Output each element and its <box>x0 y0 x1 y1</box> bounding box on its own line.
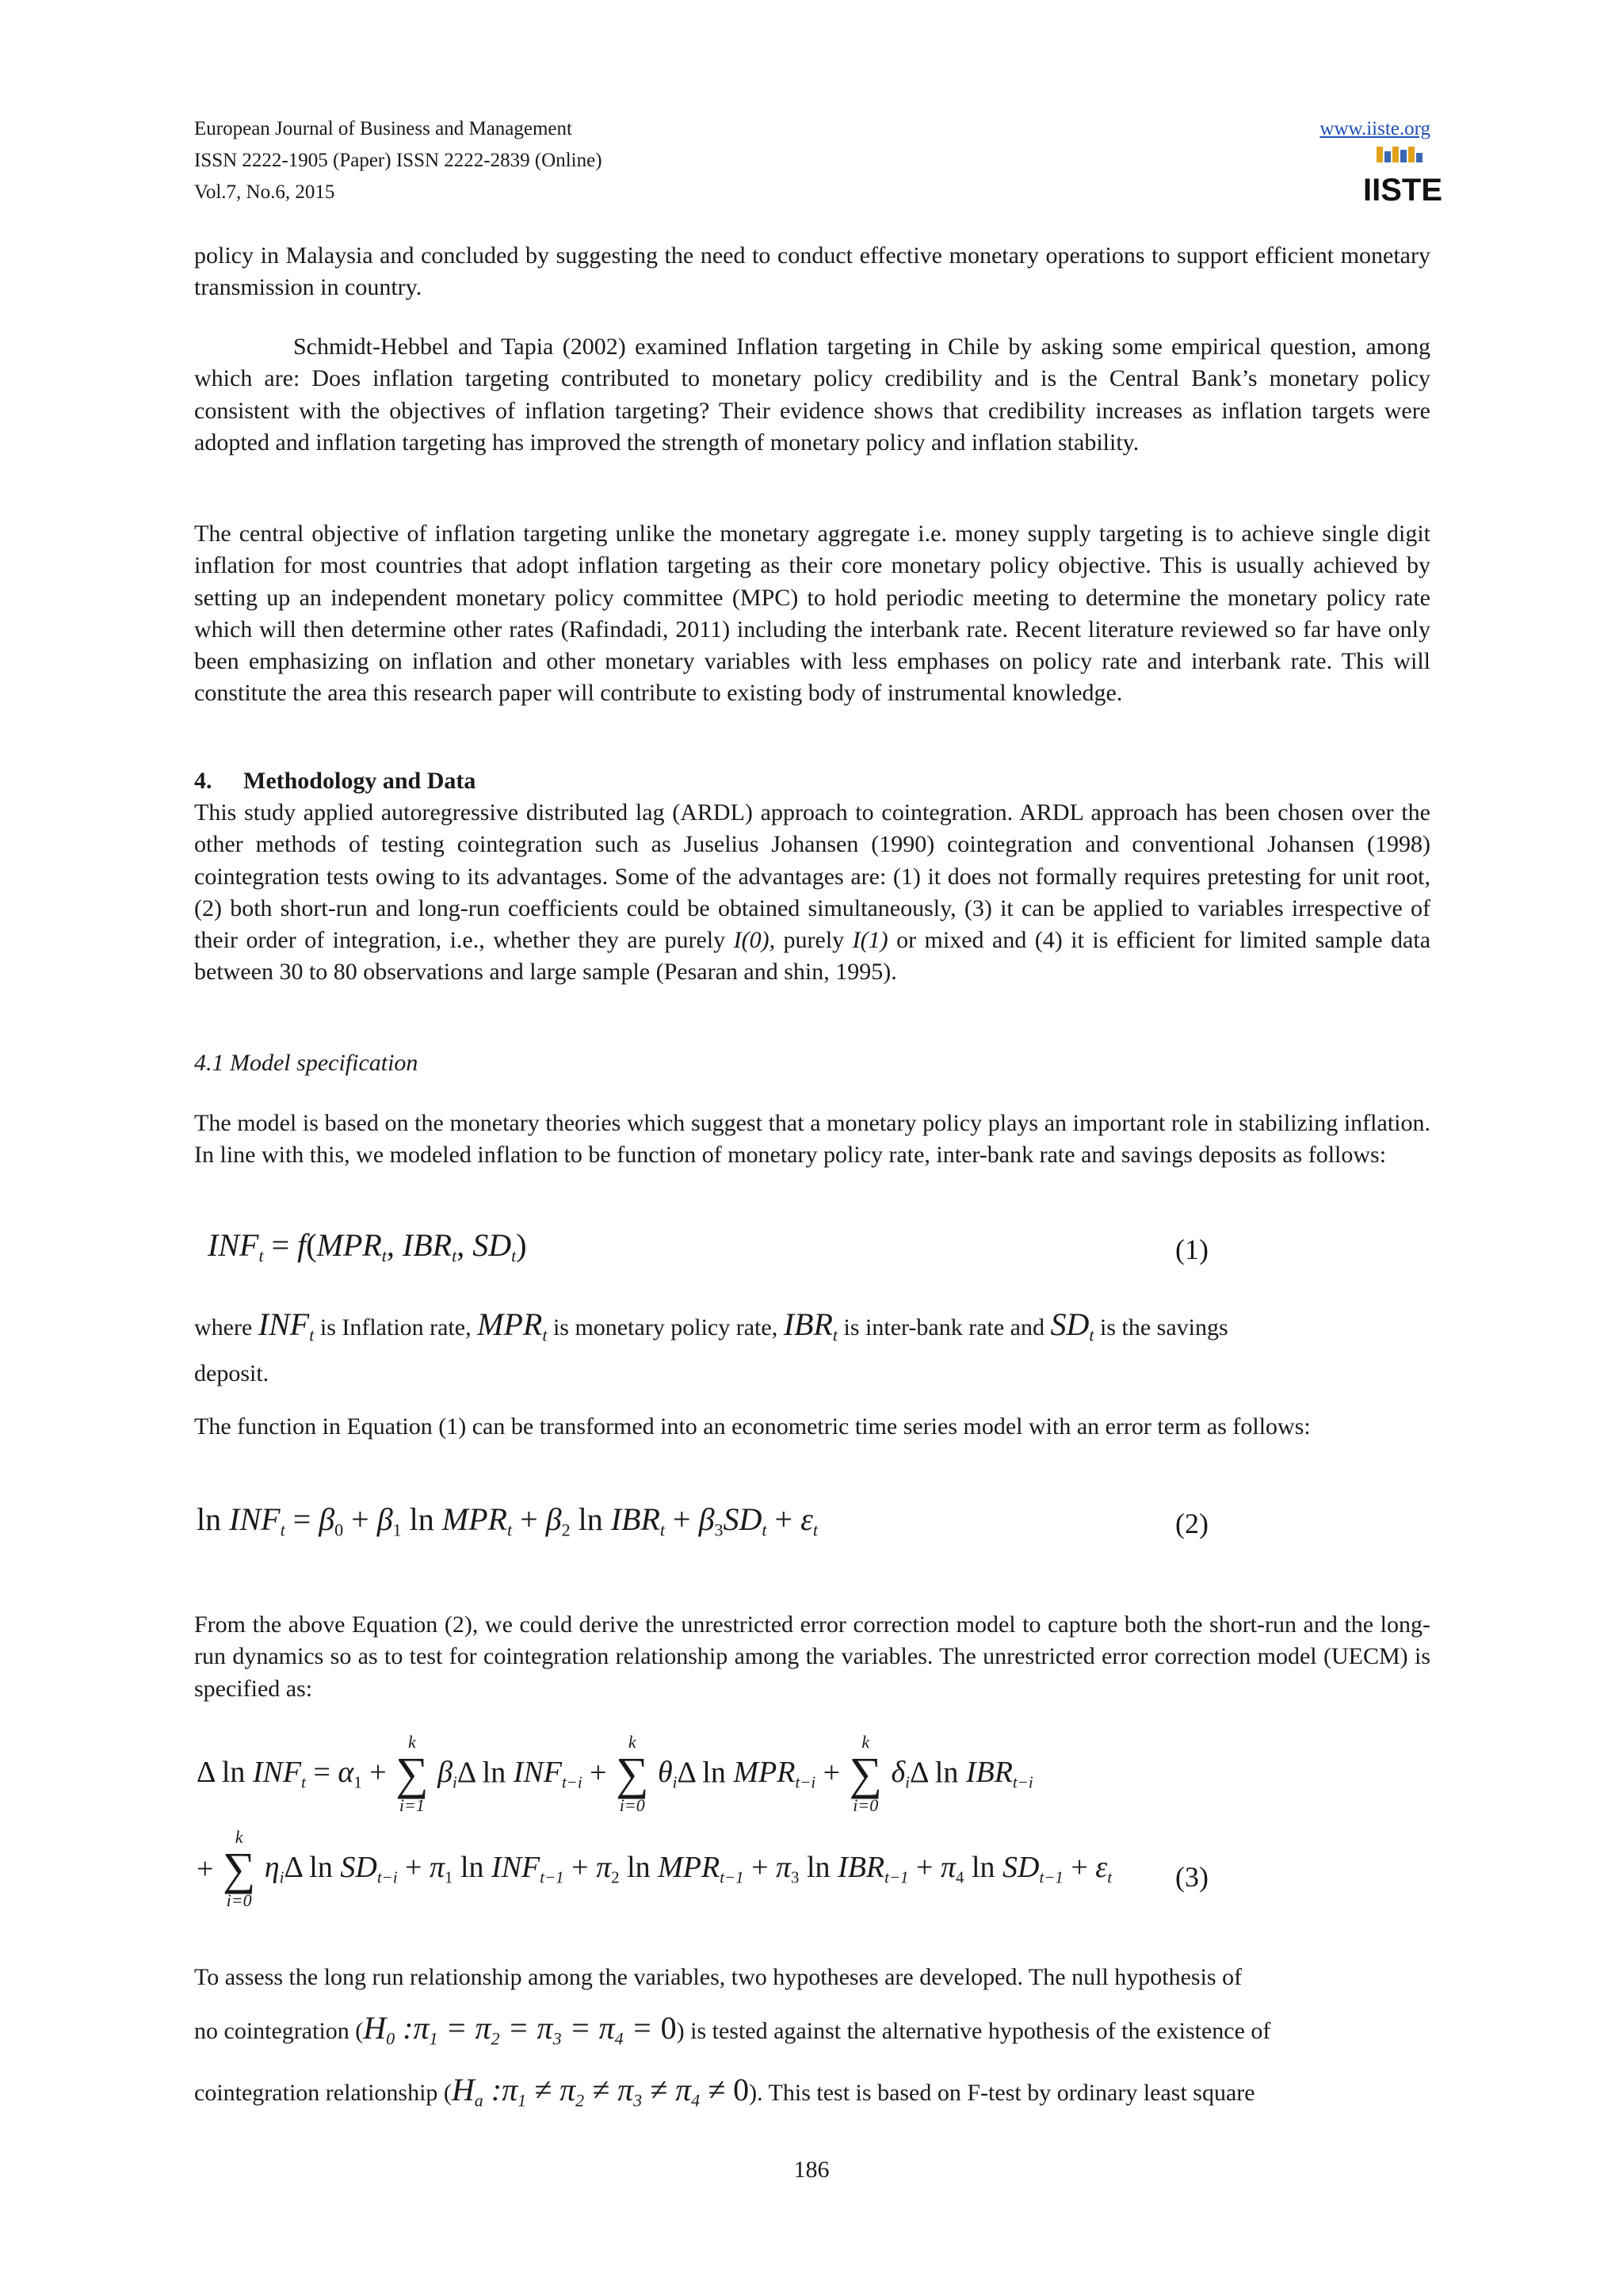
paragraph-model: The model is based on the monetary theories which suggest that a monetary policy plays an important role in stabilizing inflation. In line with this, we modeled inflation to be function of monetary policy rate, inter-bank rate and savings deposits as follows: <box>194 1110 1430 1169</box>
website-link[interactable]: www.iiste.org <box>1319 118 1430 139</box>
equation-2: $\ln INF_t = \beta_0 + \beta_1$ $\ln MPR_t + \beta_2$ $\ln IBR_t + \beta_3SD_t + \varepsilon_t$ <box>197 1501 818 1540</box>
equation-2-number: (2) <box>1175 1508 1209 1539</box>
equation-3-line-1: Δ $\ln INF_t = \alpha_1$ + k ∑ i=1 $\beta_i\Delta$ $\ln INF_{t-i}$ + k ∑ i=0 $\theta_i\Delta$ $\ln MPR_{t-i}$ + k ∑ i=0 $\delta_i\Delta$ $\ln IBR_{t-i}$ <box>197 1732 1033 1815</box>
paragraph-transform: The function in Equation (1) can be transformed into an econometric time series model with an error term as follows: <box>194 1413 1311 1440</box>
journal-volume: Vol.7, No.6, 2015 <box>194 181 335 203</box>
variable-definitions: where $INF_t$ is Inflation rate, $MPR_t$ is monetary policy rate, $IBR_t$ is inter-bank rate and $SD_t$ is the savings deposit. <box>194 1306 1228 1386</box>
subsection-heading: 4.1 Model specification <box>194 1050 418 1076</box>
page-number: 186 <box>793 2157 830 2183</box>
equation-3-number: (3) <box>1175 1861 1209 1893</box>
equation-1: $INF_t = f(MPR_t$, $IBR_t$, $SD_t$) <box>208 1227 527 1266</box>
paragraph-schmidt-hebbel: Schmidt-Hebbel and Tapia (2002) examined Inflation targeting in Chile by asking some empirical question, among which are: Does inflation targeting contributed to monetary policy credibility and is the Central Bank’s monetary policy consistent with the objectives of inflation targeting? Their evidence shows that credibility increases as inflation targets were adopted and inflation targeting has improved the strength of monetary policy and inflation stability. <box>194 334 1430 456</box>
section-heading: 4. Methodology and Data <box>194 768 476 794</box>
paragraph-hypotheses: To assess the long run relationship among the variables, two hypotheses are developed. The null hypothesis of no cointegration ($H_0$ $:\pi_1 = \pi_2 = \pi_3 = \pi_4 = 0$) is tested against the alternative hypothesis of the existence of cointegration relationship ($H_a$ $:\pi_1 \ne \pi_2 \ne \pi_3 \ne \pi_4 \ne 0$). This test is based on F-test by ordinary least square <box>194 1964 1271 2111</box>
iiste-logo <box>1362 145 1443 208</box>
journal-name: European Journal of Business and Management <box>194 118 572 139</box>
paragraph-central-objective: The central objective of inflation targeting unlike the monetary aggregate i.e. money supply targeting is to achieve single digit inflation for most countries that adopt inflation targeting as their core monetary policy objective. This is usually achieved by setting up an independent monetary policy committee (MPC) to hold periodic meeting to determine the monetary policy rate which will then determine other rates (Rafindadi, 2011) including the interbank rate. Recent literature reviewed so far have only been emphasizing on inflation and other monetary variables with less emphases on policy rate and interbank rate. This will constitute the area this research paper will contribute to existing body of instrumental knowledge. <box>194 521 1430 707</box>
paragraph-uecm: From the above Equation (2), we could derive the unrestricted error correction model to capture both the short-run and the long-run dynamics so as to test for cointegration relationship among the variables. The unrestricted error correction model (UECM) is specified as: <box>194 1611 1430 1702</box>
journal-issn: ISSN 2222-1905 (Paper) ISSN 2222-2839 (Online) <box>194 150 602 171</box>
equation-3-line-2: + k ∑ i=0 $\eta_i\Delta$ $\ln SD_{t-i} + \pi_1$ $\ln INF_{t-1} + \pi_2$ $\ln MPR_{t-1} + \pi_3$ $\ln IBR_{t-1} + \pi_4$ $\ln SD_{t-1} + \varepsilon_t$ <box>197 1827 1113 1910</box>
paragraph-continuation: policy in Malaysia and concluded by suggesting the need to conduct effective monetary operations to support efficient monetary transmission in country. <box>194 242 1430 301</box>
svg-text:IISTE: IISTE <box>1362 173 1443 208</box>
journal-header <box>194 113 602 208</box>
paragraph-methodology: This study applied autoregressive distributed lag (ARDL) approach to cointegration. ARDL approach has been chosen over the other methods of testing cointegration such as Juselius Johansen (1990) cointegration and conventional Johansen (1998) cointegration tests owing to its advantages. Some of the advantages are: (1) it does not formally requires pretesting for unit root, (2) both short-run and long-run coefficients could be obtained simultaneously, (3) it can be applied to variables irrespective of their order of integration, i.e., whether they are purely I(0), purely I(1) or mixed and (4) it is efficient for limited sample data between 30 to 80 observations and large sample (Pesaran and shin, 1995). <box>194 799 1431 986</box>
equation-1-number: (1) <box>1175 1234 1209 1265</box>
